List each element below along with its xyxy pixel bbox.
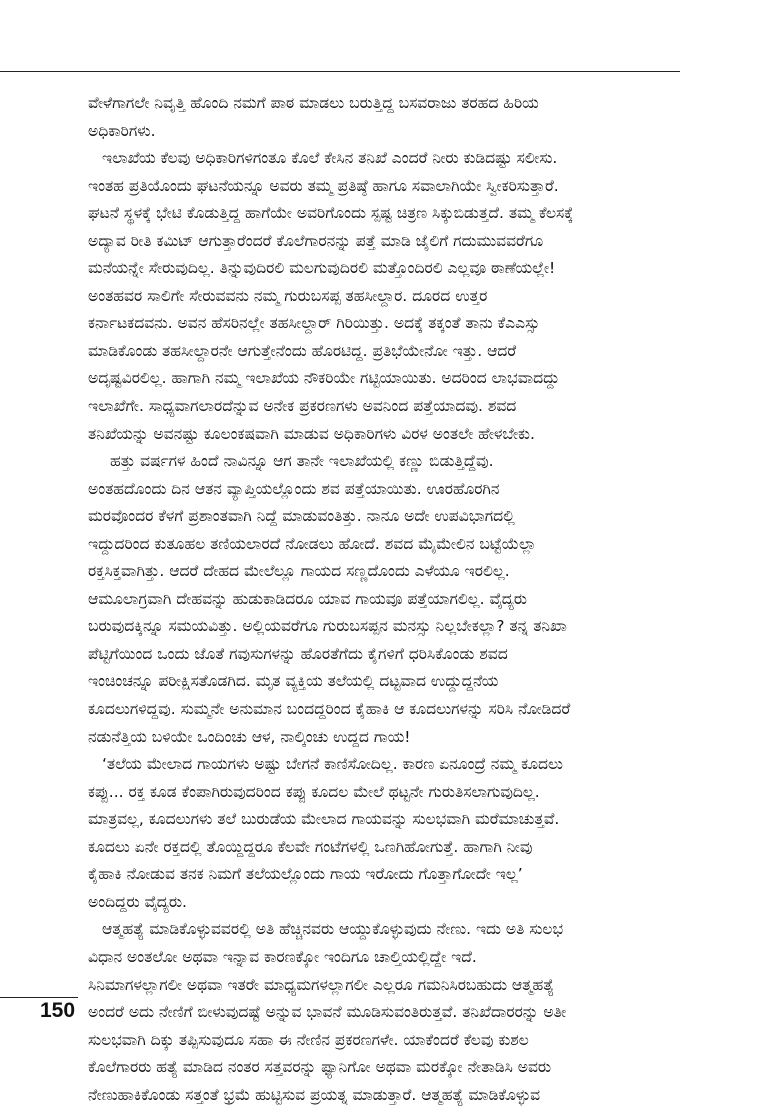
text-line: ಪೆಟ್ಟಿಗೆಯಿಂದ ಒಂದು ಜೊತೆ ಗವುಸುಗಳನ್ನು ಹೊರತೆಗೆದು ಕೈಗಳಿಗೆ ಧರಿಸಿಕೊಂಡು ಶವದ bbox=[88, 644, 508, 663]
text-line: ರಕ್ತಸಿಕ್ತವಾಗಿತ್ತು. ಆದರೆ ದೇಹದ ಮೇಲೆಲ್ಲೂ ಗಾಯದ ಸಣ್ಣದೊಂದು ಎಳೆಯೂ ಇರಲಿಲ್ಲ. bbox=[88, 562, 510, 581]
text-line: ಮನೆಯನ್ನೇ ಸೇರುವುದಿಲ್ಲ. ತಿನ್ನುವುದಿರಲಿ ಮಲಗುವುದಿರಲಿ ಮತ್ತೊಂದಿರಲಿ ಎಲ್ಲವೂ ಠಾಣೆಯಲ್ಲೇ! bbox=[88, 259, 556, 278]
text-line: ಇಲಾಖೆಗೇ. ಸಾಧ್ಯವಾಗಲಾರದೆನ್ನುವ ಅನೇಕ ಪ್ರಕರಣಗಳು ಅವನಿಂದ ಪತ್ತೆಯಾದವು. ಶವದ bbox=[88, 397, 517, 416]
text-line: ಇಂಚಿಂಚನ್ನೂ ಪರೀಕ್ಷಿಸತೊಡಗಿದ. ಮೃತ ವ್ಯಕ್ತಿಯ ತಲೆಯಲ್ಲಿ ದಟ್ಟವಾದ ಉದ್ದುದ್ದನೆಯ bbox=[88, 672, 499, 691]
text-line: ಮಾತ್ರವಲ್ಲ, ಕೂದಲುಗಳು ತಲೆ ಬುರುಡೆಯ ಮೇಲಾದ ಗಾಯವನ್ನು ಸುಲಭವಾಗಿ ಮರೆಮಾಚುತ್ತವೆ. bbox=[88, 810, 560, 829]
paragraph-first-line: ಇಲಾಖೆಯ ಕೆಲವು ಅಧಿಕಾರಿಗಳಿಗಂತೂ ಕೊಲೆ ಕೇಸಿನ ತನಿಖೆ ಎಂದರೆ ನೀರು ಕುಡಿದಷ್ಟು ಸಲೀಸು. bbox=[102, 149, 558, 168]
text-line: ತನಿಖೆಯನ್ನು ಅವನಷ್ಟು ಕೂಲಂಕಷವಾಗಿ ಮಾಡುವ ಅಧಿಕಾರಿಗಳು ವಿರಳ ಅಂತಲೇ ಹೇಳಬೇಕು. bbox=[88, 424, 535, 443]
text-line: ಅಂದಿದ್ದರು ವೈದ್ಯರು. bbox=[88, 892, 187, 911]
text-line: ಅಧಿಕಾರಿಗಳು. bbox=[88, 121, 156, 140]
text-line: ಕೈಹಾಕಿ ನೋಡುವ ತನಕ ನಿಮಗೆ ತಲೆಯಲ್ಲೊಂದು ಗಾಯ ಇರೋದು ಗೊತ್ತಾಗೋದೇ ಇಲ್ಲ’ bbox=[88, 865, 523, 884]
text-line: ಕೂದಲುಗಳಿದ್ದವು. ಸುಮ್ಮನೇ ಅನುಮಾನ ಬಂದದ್ದರಿಂದ ಕೈಹಾಕಿ ಆ ಕೂದಲುಗಳನ್ನು ಸರಿಸಿ ನೋಡಿದರೆ bbox=[88, 700, 571, 719]
text-line: ಸಿನಿಮಾಗಳಲ್ಲಾಗಲೀ ಅಥವಾ ಇತರೇ ಮಾಧ್ಯಮಗಳಲ್ಲಾಗಲೀ ಎಲ್ಲರೂ ಗಮನಿಸಿರಬಹುದು ಆತ್ಮಹತ್ಯೆ bbox=[88, 975, 555, 994]
page-number: 150 bbox=[40, 999, 76, 1022]
text-line: ಕೂದಲು ಏನೇ ರಕ್ತದಲ್ಲಿ ತೊಯ್ದಿದ್ದರೂ ಕೆಲವೇ ಗಂಟೆಗಳಲ್ಲಿ ಒಣಗಿಹೋಗುತ್ತೆ. ಹಾಗಾಗಿ ನೀವು bbox=[88, 837, 533, 856]
paragraph-first-line: ಆತ್ಮಹತ್ಯೆ ಮಾಡಿಕೊಳ್ಳುವವರಲ್ಲಿ ಅತಿ ಹೆಚ್ಚಿನವರು ಆಯ್ದುಕೊಳ್ಳುವುದು ನೇಣು. ಇದು ಅತಿ ಸುಲಭ bbox=[102, 920, 564, 939]
text-line: ವೇಳೆಗಾಗಲೇ ನಿವೃತ್ತಿ ಹೊಂದಿ ನಮಗೆ ಪಾಠ ಮಾಡಲು ಬರುತ್ತಿದ್ದ ಬಸವರಾಜು ತರಹದ ಹಿರಿಯ bbox=[88, 94, 539, 112]
text-line: ಅದ್ಯಾವ ರೀತಿ ಕಮಿಟ್ ಆಗುತ್ತಾರೆಂದರೆ ಕೊಲೆಗಾರನನ್ನು ಪತ್ತೆ ಮಾಡಿ ಜೈಲಿಗೆ ಗದುಮುವವರೆಗೂ bbox=[88, 231, 544, 250]
paragraph-first-line: ‘ತಲೆಯ ಮೇಲಾದ ಗಾಯಗಳು ಅಷ್ಟು ಬೇಗನೆ ಕಾಣಿಸೋದಿಲ್ಲ. ಕಾರಣ ಏನೂಂದ್ರೆ ನಮ್ಮ ಕೂದಲು bbox=[102, 755, 563, 774]
text-line: ಬರುವುದಕ್ಕಿನ್ನೂ ಸಮಯವಿತ್ತು. ಅಲ್ಲಿಯವರೆಗೂ ಗುರುಬಸಪ್ಪನ ಮನಸ್ಸು ನಿಲ್ಲಬೇಕಲ್ಲಾ? ತನ್ನ ತನಿಖಾ bbox=[88, 617, 567, 636]
text-line: ನೇಣುಹಾಕಿಕೊಂಡು ಸತ್ತಂತೆ ಭ್ರಮೆ ಹುಟ್ಟಿಸುವ ಪ್ರಯತ್ನ ಮಾಡುತ್ತಾರೆ. ಆತ್ಮಹತ್ಯೆ ಮಾಡಿಕೊಳ್ಳುವ bbox=[88, 1085, 541, 1104]
text-line: ಸುಲಭವಾಗಿ ದಿಕ್ಕು ತಪ್ಪಿಸುವುದೂ ಸಹಾ ಈ ನೇಣಿನ ಪ್ರಕರಣಗಳೇ. ಯಾಕೆಂದರೆ ಕೆಲವು ಕುಶಲ bbox=[88, 1030, 529, 1049]
text-line: ಅಂತಹದೊಂದು ದಿನ ಆತನ ವ್ಯಾಪ್ತಿಯಲ್ಲೊಂದು ಶವ ಪತ್ತೆಯಾಯಿತು. ಊರಹೊರಗಿನ bbox=[88, 479, 500, 498]
text-line: ಕೊಲೆಗಾರರು ಹತ್ಯೆ ಮಾಡಿದ ನಂತರ ಸತ್ತವರನ್ನು ಫ್ಯಾನಿಗೋ ಅಥವಾ ಮರಕ್ಕೋ ನೇತಾಡಿಸಿ ಅವರು bbox=[88, 1058, 552, 1077]
text-line: ವಿಧಾನ ಅಂತಲೋ ಅಥವಾ ಇನ್ನಾವ ಕಾರಣಕ್ಕೋ ಇಂದಿಗೂ ಚಾಲ್ತಿಯಲ್ಲಿದ್ದೇ ಇದೆ. bbox=[88, 947, 477, 966]
text-line: ಇಂತಹ ಪ್ರತಿಯೊಂದು ಘಟನೆಯನ್ನೂ ಅವರು ತಮ್ಮ ಪ್ರತಿಷ್ಠೆ ಹಾಗೂ ಸವಾಲಾಗಿಯೇ ಸ್ವೀಕರಿಸುತ್ತಾರೆ. bbox=[88, 176, 559, 195]
text-line: ಮರವೊಂದರ ಕೆಳಗೆ ಪ್ರಶಾಂತವಾಗಿ ನಿದ್ದೆ ಮಾಡುವಂತಿತ್ತು. ನಾನೂ ಅದೇ ಉಪವಿಭಾಗದಲ್ಲಿ bbox=[88, 507, 515, 526]
text-line: ಅಂದರೆ ಅದು ನೇಣಿಗೆ ಬೀಳುವುದಷ್ಟೆ ಅನ್ನುವ ಭಾವನೆ ಮೂಡಿಸುವಂತಿರುತ್ತವೆ. ತನಿಖೆದಾರರನ್ನು ಅತೀ bbox=[88, 1003, 567, 1022]
text-line: ಕರ್ನಾಟಕದವನು. ಅವನ ಹೆಸರಿನಲ್ಲೇ ತಹಸೀಲ್ದಾರ್ ಗಿರಿಯಿತ್ತು. ಅದಕ್ಕೆ ತಕ್ಕಂತೆ ತಾನು ಕೆಎಎಸ್ಸು bbox=[88, 314, 540, 333]
text-line: ಅಂತಹವರ ಸಾಲಿಗೇ ಸೇರುವವನು ನಮ್ಮ ಗುರುಬಸಪ್ಪ ತಹಸೀಲ್ದಾರ. ದೂರದ ಉತ್ತರ bbox=[88, 286, 488, 305]
body-text bbox=[88, 90, 680, 1109]
text-line: ಇದ್ದುದರಿಂದ ಕುತೂಹಲ ತಣಿಯಲಾರದೆ ನೋಡಲು ಹೋದೆ. ಶವದ ಮೈಮೇಲಿನ ಬಟ್ಟೆಯೆಲ್ಲಾ bbox=[88, 534, 537, 553]
text-line: ಮಾಡಿಕೊಂಡು ತಹಸೀಲ್ದಾರನೇ ಆಗುತ್ತೇನೆಂದು ಹೊರಟಿದ್ದ. ಪ್ರತಿಭೆಯೇನೋ ಇತ್ತು. ಆದರೆ bbox=[88, 341, 517, 360]
text-line: ಆಮೂಲಾಗ್ರವಾಗಿ ದೇಹವನ್ನು ಹುಡುಕಾಡಿದರೂ ಯಾವ ಗಾಯವೂ ಪತ್ತೆಯಾಗಲಿಲ್ಲ. ವೈದ್ಯರು bbox=[88, 589, 527, 608]
paragraph-first-line: ಹತ್ತು ವರ್ಷಗಳ ಹಿಂದೆ ನಾವಿನ್ನೂ ಆಗ ತಾನೇ ಇಲಾಖೆಯಲ್ಲಿ ಕಣ್ಣು ಬಿಡುತ್ತಿದ್ದೆವು. bbox=[110, 452, 494, 471]
text-line: ನಡುನೆತ್ತಿಯ ಬಳಿಯೇ ಒಂದಿಂಚು ಆಳ, ನಾಲ್ಕಿಂಚು ಉದ್ದದ ಗಾಯ! bbox=[88, 727, 411, 746]
text-line: ಘಟನೆ ಸ್ಥಳಕ್ಕೆ ಭೇಟಿ ಕೊಡುತ್ತಿದ್ದ ಹಾಗೆಯೇ ಅವರಿಗೊಂದು ಸ್ಪಷ್ಟ ಚಿತ್ರಣ ಸಿಕ್ಕುಬಿಡುತ್ತದೆ. ತಮ್ಮ ಕೆಲಸಕ್ಕೆ bbox=[88, 204, 574, 223]
text-line: ಅದೃಷ್ಟವಿರಲಿಲ್ಲ. ಹಾಗಾಗಿ ನಮ್ಮ ಇಲಾಖೆಯ ನೌಕರಿಯೇ ಗಟ್ಟಿಯಾಯಿತು. ಅದರಿಂದ ಲಾಭವಾದದ್ದು bbox=[88, 369, 560, 388]
top-rule bbox=[0, 71, 680, 72]
text-line: ಕಪ್ಪು... ರಕ್ತ ಕೂಡ ಕೆಂಪಾಗಿರುವುದರಿಂದ ಕಪ್ಪು ಕೂದಲ ಮೇಲೆ ಥಟ್ಟನೇ ಗುರುತಿಸಲಾಗುವುದಿಲ್ಲ. bbox=[88, 782, 540, 801]
